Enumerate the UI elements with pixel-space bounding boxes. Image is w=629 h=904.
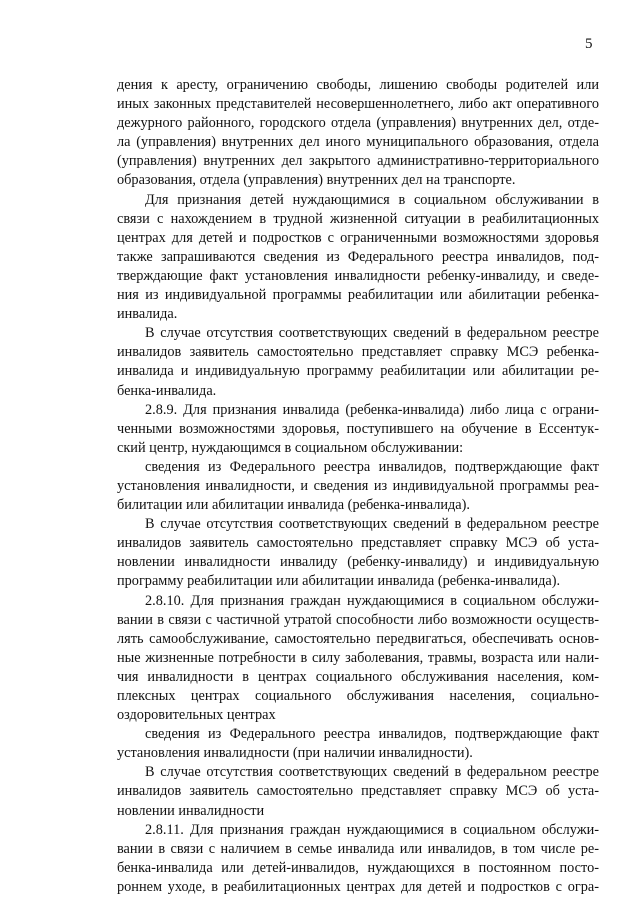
text-line: В случае отсутствия соответствующих сведений в федеральном реестре [145,764,599,781]
text-line: роннем уходе, в реабилитационных центрах для детей и подростков с огра- [117,878,599,895]
text-line: дения к аресту, ограничению свободы, лишению свободы родителей или [117,77,599,93]
text-line: дежурного районного, городского отдела (управления) внутренних дел, отде- [117,115,599,132]
text-line: ные жизненные потребности в силу заболевания, травмы, возраста или нали- [117,649,599,666]
text-line: 2.8.9. Для признания инвалида (ребенка-инвалида) либо лица с ограни- [145,401,599,418]
text-line: связи с нахождением в трудной жизненной ситуации в реабилитационных [117,210,599,227]
text-line: вании в связи с наличием в семье инвалида или инвалидов, в том числе ре- [117,840,599,857]
text-line: ла (управления) внутренних дел иного муниципального образования, отдела [117,134,599,151]
text-line: Для признания детей нуждающимися в социальном обслуживании в [145,191,599,208]
text-line: инвалидов заявитель самостоятельно представляет справку МСЭ об уста- [117,535,599,552]
text-line: сведения из Федерального реестра инвалидов, подтверждающие факт [145,458,599,475]
text-line: вании в связи с частичной утратой способности либо возможности осуществ- [117,611,599,628]
text-line: лять самообслуживание, самостоятельно передвигаться, обеспечивать основ- [117,630,599,647]
text-line: чия инвалидности в центрах социального обслуживания населения, ком- [117,668,599,685]
text-line: установления инвалидности, и сведения из индивидуальной программы реа- [117,477,599,494]
text-line: ченными возможностями здоровья, поступившего на обучение в Ессентук- [117,420,599,437]
text-line: 2.8.11. Для признания граждан нуждающимися в социальном обслужи- [145,821,599,838]
text-line: также запрашиваются сведения из Федерального реестра инвалидов, под- [117,248,599,265]
text-line: новлении инвалидности инвалиду (ребенку-инвалиду) и индивидуальную [117,554,599,571]
text-line: инвалида и индивидуальную программу реабилитации или абилитации ре- [117,363,599,380]
text-line: плексных центрах социального обслуживания населения, социально- [117,688,599,704]
text-line: инвалидов заявитель самостоятельно представляет справку МСЭ ребенка- [117,344,599,361]
text-line: тверждающие факт установления инвалидности ребенку-инвалиду, и сведе- [117,267,599,284]
text-line: установления инвалидности (при наличии инвалидности). [117,745,473,762]
text-line: (управления) внутренних дел закрытого административно-территориального [117,153,599,170]
text-line: центрах для детей и подростков с ограниченными возможностями здоровья [117,229,599,246]
text-line: инвалида. [117,306,178,323]
page-number: 5 [585,36,593,52]
text-line: иных законных представителей несовершеннолетнего, либо акт оперативного [117,96,599,113]
text-line: новлении инвалидности [117,802,265,819]
text-line: сведения из Федерального реестра инвалидов, подтверждающие факт [145,726,599,743]
text-line: ский центр, нуждающимся в социальном обслуживании: [117,439,464,456]
text-line: 2.8.10. Для признания граждан нуждающимися в социальном обслужи- [145,592,599,609]
text-line: В случае отсутствия соответствующих сведений в федеральном реестре [145,325,599,342]
text-line: программу реабилитации или абилитации инвалида (ребенка-инвалида). [117,573,561,590]
text-line: образования, отдела (управления) внутренних дел на транспорте. [117,172,516,189]
text-line: ния из индивидуальной программы реабилитации или абилитации ребенка- [117,287,599,304]
document-body [117,76,599,897]
text-line: билитации или абилитации инвалида (ребенка-инвалида). [117,497,470,514]
text-line: оздоровительных центрах [117,707,276,724]
text-line: бенка-инвалида. [117,382,217,399]
text-line: инвалидов заявитель самостоятельно представляет справку МСЭ об уста- [117,783,599,800]
text-line: В случае отсутствия соответствующих сведений в федеральном реестре [145,516,599,533]
text-line: бенка-инвалида или детей-инвалидов, нуждающихся в постоянном посто- [117,859,599,876]
